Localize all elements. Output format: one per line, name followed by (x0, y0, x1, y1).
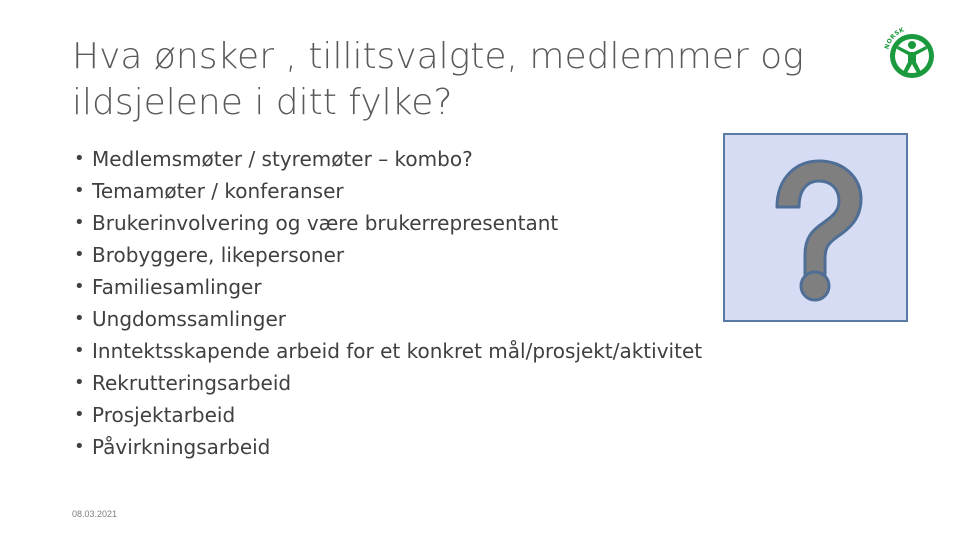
bullet-dot: • (74, 148, 85, 169)
page-title: Hva ønsker , tillitsvalgte, medlemmer og ildsjelene i ditt fylke? (72, 36, 804, 123)
list-item (74, 303, 794, 335)
list-item-text: Påvirkningsarbeid (92, 435, 271, 459)
list-item (74, 143, 794, 175)
question-mark-icon (725, 135, 910, 324)
list-item (74, 271, 794, 303)
list-item (74, 399, 794, 431)
list-item-text: Inntektsskapende arbeid for et konkret mål/prosjekt/aktivitet (92, 339, 703, 363)
svg-text:NORSK: NORSK (883, 26, 906, 51)
list-item-text: Brukerinvolvering og være brukerrepresentant (92, 211, 559, 235)
bullet-dot: • (74, 180, 85, 201)
list-item-text: Medlemsmøter / styremøter – kombo? (92, 147, 473, 171)
list-item-text: Prosjektarbeid (92, 403, 236, 427)
list-item (74, 207, 794, 239)
bullet-dot: • (74, 436, 85, 457)
footer-date: 08.03.2021 (72, 509, 118, 519)
list-item (74, 239, 794, 271)
organization-logo (876, 16, 948, 88)
bullet-list (74, 143, 794, 463)
list-item-text: Brobyggere, likepersoner (92, 243, 345, 267)
list-item (74, 335, 794, 367)
logo-icon (876, 16, 948, 88)
list-item-text: Familiesamlinger (92, 275, 262, 299)
bullet-dot: • (74, 244, 85, 265)
bullet-dot: • (74, 212, 85, 233)
list-item-text: Temamøter / konferanser (92, 179, 344, 203)
question-box (723, 133, 908, 322)
list-item (74, 431, 794, 463)
bullet-dot: • (74, 308, 85, 329)
bullet-dot: • (74, 372, 85, 393)
list-item (74, 367, 794, 399)
bullet-dot: • (74, 340, 85, 361)
list-item (74, 175, 794, 207)
list-item-text: Rekrutteringsarbeid (92, 371, 292, 395)
list-item-text: Ungdomssamlinger (92, 307, 287, 331)
bullet-dot: • (74, 404, 85, 425)
bullet-dot: • (74, 276, 85, 297)
